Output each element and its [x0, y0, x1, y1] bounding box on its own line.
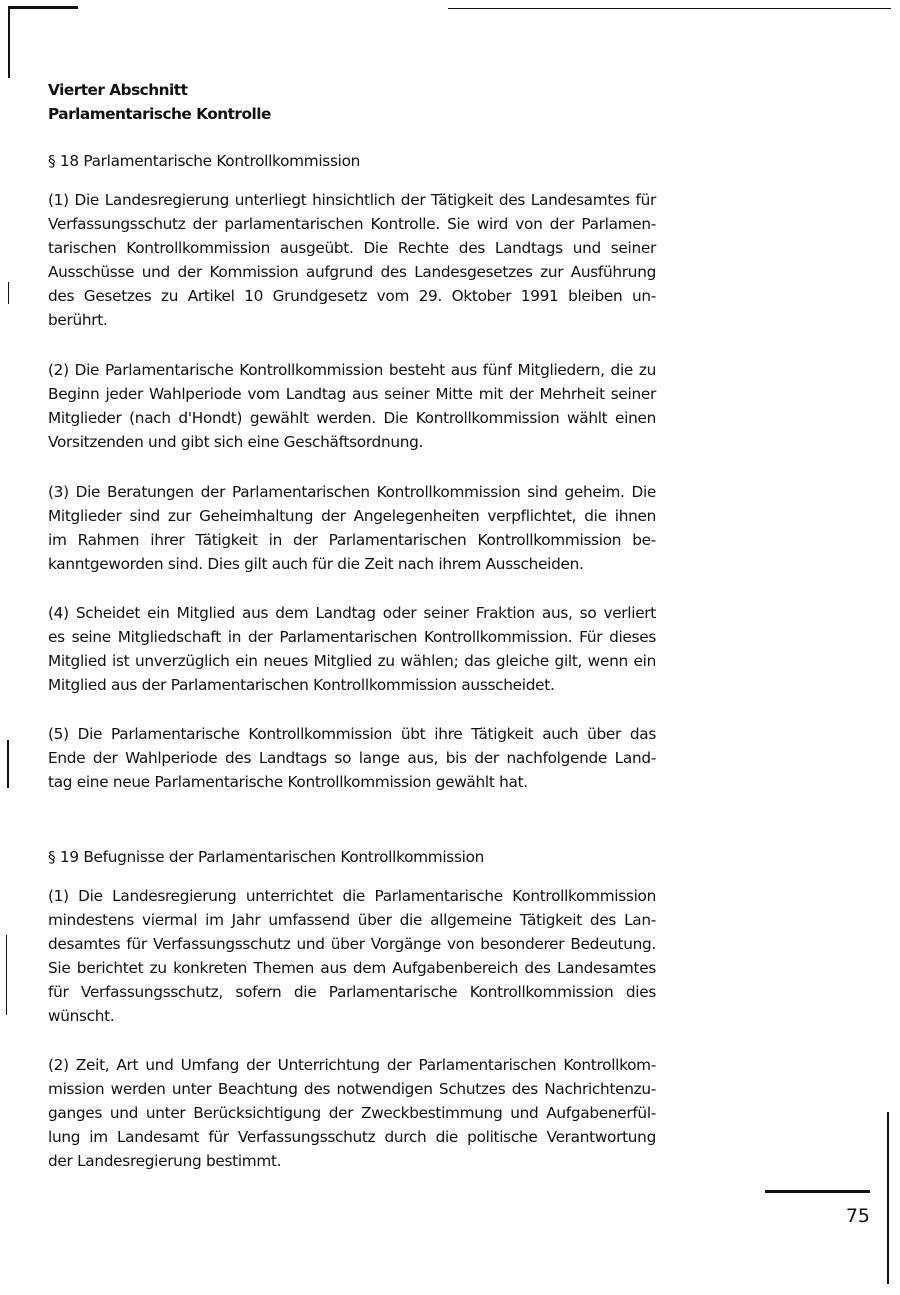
p18-abs2-line: Beginn jeder Wahlperiode vom Landtag aus seiner Mitte mit der Mehrheit seiner — [48, 385, 656, 403]
p18-abs3-line: (3) Die Beratungen der Parlamentarischen Kontrollkommission sind geheim. Die — [48, 483, 656, 501]
page-number: 75 — [845, 1205, 870, 1227]
corner-mark-vertical — [8, 6, 10, 78]
p19-abs1-line: Sie berichtet zu konkreten Themen aus dem Aufgabenbereich des Landesamtes — [48, 959, 656, 977]
paragraph-19-heading: § 19 Befugnisse der Parlamentarischen Kontrollkommission — [48, 848, 485, 866]
p18-abs4-line: es seine Mitgliedschaft in der Parlamentarischen Kontrollkommission. Für dieses — [48, 628, 656, 646]
p18-abs3-line: kanntgeworden sind. Dies gilt auch für die Zeit nach ihrem Ausscheiden. — [48, 555, 584, 573]
p18-abs3-line: im Rahmen ihrer Tätigkeit in der Parlamentarischen Kontrollkommission be- — [48, 531, 656, 549]
p19-abs2-line: der Landesregierung bestimmt. — [48, 1152, 282, 1170]
p19-abs1-line: wünscht. — [48, 1007, 115, 1025]
top-rule — [448, 8, 891, 9]
margin-mark-3 — [6, 935, 7, 1015]
p18-abs1-line: tarischen Kontrollkommission ausgeübt. Die Rechte des Landtags und seiner — [48, 239, 656, 257]
p19-abs1-line: mindestens viermal im Jahr umfassend über die allgemeine Tätigkeit des Lan- — [48, 911, 656, 929]
p18-abs1-line: Ausschüsse und der Kommission aufgrund des Landesgesetzes zur Ausführung — [48, 263, 656, 281]
p18-abs4-line: (4) Scheidet ein Mitglied aus dem Landtag oder seiner Fraktion aus, so verliert — [48, 604, 656, 622]
p18-abs1-line: (1) Die Landesregierung unterliegt hinsichtlich der Tätigkeit des Landesamtes für — [48, 191, 656, 209]
p19-abs1-line: desamtes für Verfassungsschutz und über Vorgänge von besonderer Bedeutung. — [48, 935, 656, 953]
p19-abs2-line: (2) Zeit, Art und Umfang der Unterrichtung der Parlamentarischen Kontrollkom- — [48, 1056, 656, 1074]
p18-abs2-line: (2) Die Parlamentarische Kontrollkommission besteht aus fünf Mitgliedern, die zu — [48, 361, 656, 379]
p19-abs2-line: mission werden unter Beachtung des notwendigen Schutzes des Nachrichtenzu- — [48, 1080, 656, 1098]
p18-abs3-line: Mitglieder sind zur Geheimhaltung der Angelegenheiten verpflichtet, die ihnen — [48, 507, 656, 525]
p19-abs1-line: (1) Die Landesregierung unterrichtet die Parlamentarische Kontrollkommission — [48, 887, 656, 905]
margin-mark-1 — [8, 282, 9, 304]
p18-abs5-line: (5) Die Parlamentarische Kontrollkommission übt ihre Tätigkeit auch über das — [48, 725, 656, 743]
section-title: Vierter Abschnitt — [48, 81, 188, 99]
paragraph-18-heading: § 18 Parlamentarische Kontrollkommission — [48, 152, 361, 170]
corner-mark-horizontal — [8, 6, 78, 9]
p18-abs5-line: tag eine neue Parlamentarische Kontrollkommission gewählt hat. — [48, 773, 528, 791]
margin-mark-right — [887, 1112, 889, 1284]
p18-abs4-line: Mitglied aus der Parlamentarischen Kontrollkommission ausscheidet. — [48, 676, 555, 694]
p18-abs2-line: Mitglieder (nach d'Hondt) gewählt werden. Die Kontrollkommission wählt einen — [48, 409, 656, 427]
footer-rule — [765, 1190, 870, 1193]
p19-abs2-line: lung im Landesamt für Verfassungsschutz durch die politische Verantwortung — [48, 1128, 656, 1146]
p19-abs1-line: für Verfassungsschutz, sofern die Parlamentarische Kontrollkommission dies — [48, 983, 656, 1001]
p18-abs1-line: berührt. — [48, 311, 108, 329]
p18-abs1-line: Verfassungsschutz der parlamentarischen Kontrolle. Sie wird von der Parlamen- — [48, 215, 656, 233]
section-subtitle: Parlamentarische Kontrolle — [48, 105, 271, 123]
p18-abs5-line: Ende der Wahlperiode des Landtags so lange aus, bis der nachfolgende Land- — [48, 749, 656, 767]
p18-abs2-line: Vorsitzenden und gibt sich eine Geschäftsordnung. — [48, 433, 424, 451]
margin-mark-2 — [7, 740, 9, 788]
p18-abs1-line: des Gesetzes zu Artikel 10 Grundgesetz vom 29. Oktober 1991 bleiben un- — [48, 287, 656, 305]
p18-abs4-line: Mitglied ist unverzüglich ein neues Mitglied zu wählen; das gleiche gilt, wenn ein — [48, 652, 656, 670]
p19-abs2-line: ganges und unter Berücksichtigung der Zweckbestimmung und Aufgabenerfül- — [48, 1104, 656, 1122]
